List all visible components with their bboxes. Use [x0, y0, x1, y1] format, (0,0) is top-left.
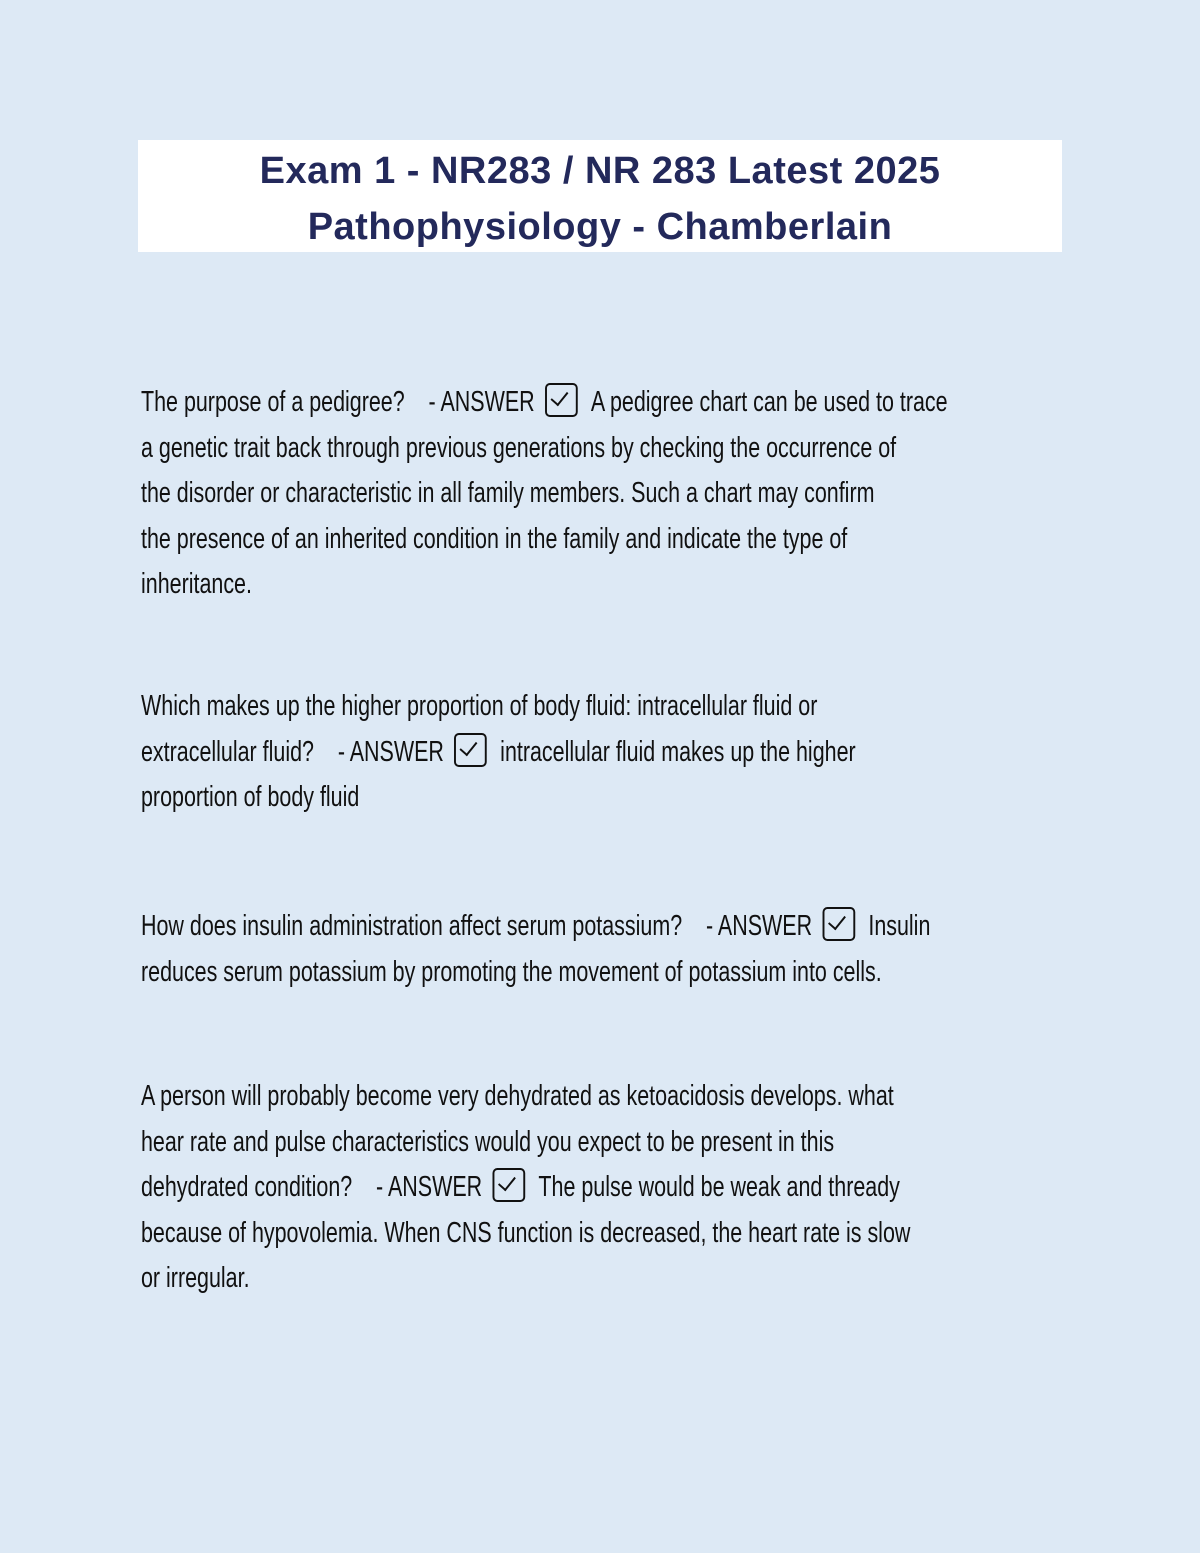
answer-line: reduces serum potassium by promoting the movement of potassium into cells. [141, 955, 882, 988]
answer-label: - ANSWER [337, 735, 444, 768]
question: The purpose of a pedigree? [141, 386, 405, 418]
question-line: A person will probably become very dehydrated as ketoacidosis develops. what [141, 1080, 894, 1112]
question: How does insulin administration affect serum potassium? [141, 910, 683, 942]
checkbox-checked-icon [493, 1168, 526, 1202]
answer-line: because of hypovolemia. When CNS function is decreased, the heart rate is slow [141, 1216, 911, 1249]
question: dehydrated condition? [141, 1171, 353, 1203]
answer-text: A pedigree chart can be used to trace [590, 386, 948, 418]
checkbox-checked-icon [822, 907, 855, 941]
answer-text: intracellular fluid makes up the higher [500, 735, 856, 768]
answer-line: the presence of an inherited condition in the family and indicate the type of [141, 522, 848, 555]
document-title [138, 140, 1062, 252]
question-line: Which makes up the higher proportion of body fluid: intracellular fluid or [141, 690, 818, 722]
answer-label: - ANSWER [428, 386, 535, 418]
checkbox-checked-icon [454, 733, 487, 767]
qa-item-ketoacidosis [141, 1074, 1029, 1302]
answer-line: the disorder or characteristic in all family members. Such a chart may confirm [141, 477, 875, 509]
answer-line: proportion of body fluid [141, 781, 360, 813]
qa-item-insulin [141, 904, 1029, 995]
answer-line: inheritance. [141, 568, 252, 600]
qa-item-pedigree [141, 380, 1029, 608]
answer-line: a genetic trait back through previous generations by checking the occurrence of [141, 431, 897, 464]
answer-text: Insulin [868, 910, 931, 942]
title-line-1: Exam 1 - NR283 / NR 283 Latest 2025 [259, 150, 941, 192]
answer-label: - ANSWER [705, 910, 813, 942]
question: extracellular fluid? [141, 735, 314, 768]
answer-text: The pulse would be weak and thready [538, 1171, 900, 1203]
checkbox-checked-icon [545, 383, 578, 417]
qa-item-body-fluid [141, 684, 1029, 821]
answer-label: - ANSWER [376, 1171, 483, 1203]
answer-line: or irregular. [141, 1262, 250, 1294]
question-line: hear rate and pulse characteristics would you expect to be present in this [141, 1125, 835, 1158]
title-line-2: Pathophysiology - Chamberlain [307, 206, 893, 248]
